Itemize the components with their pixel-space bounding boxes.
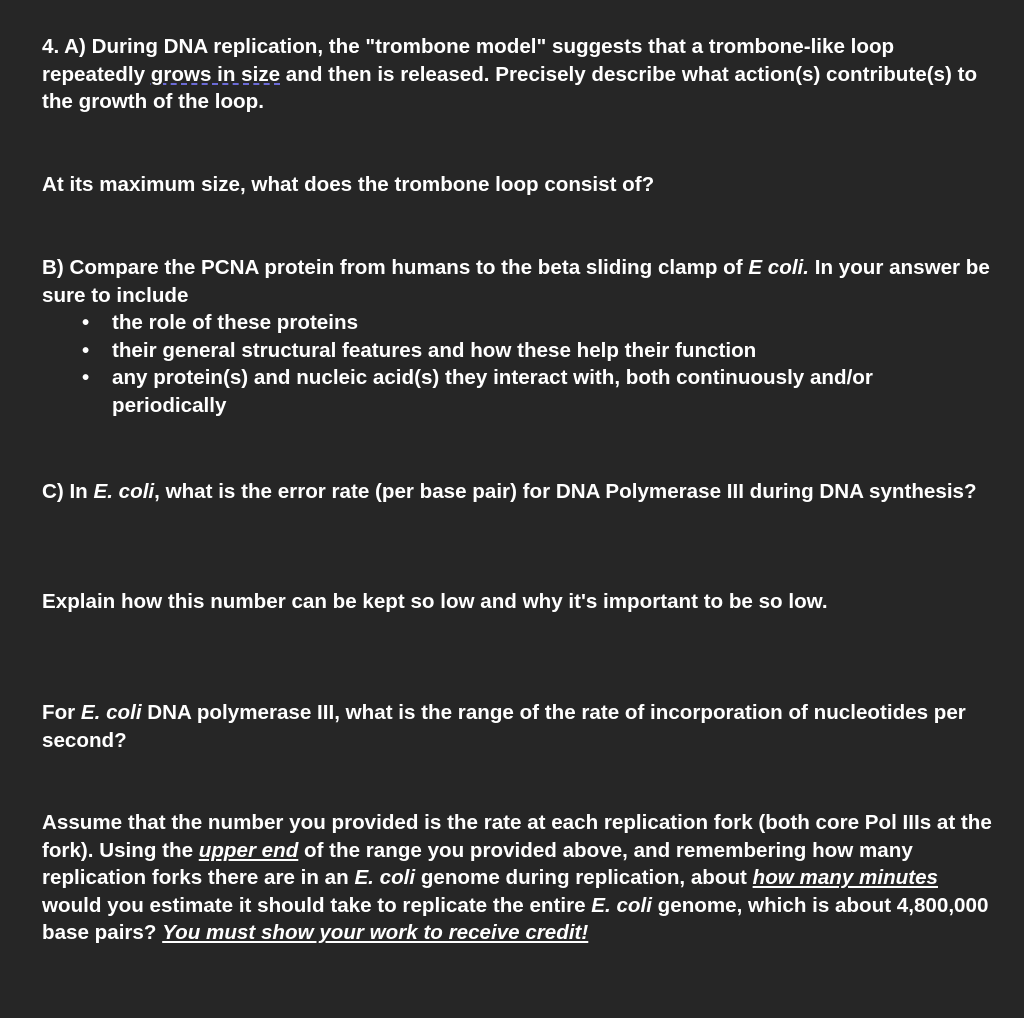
spelling-highlight: grows in size	[150, 62, 281, 86]
question-4a	[42, 33, 1002, 116]
question-4a-text: 4. A) During DNA replication, the "trombone model" suggests that a trombone-like loop repeatedly grows in size and then is released. Precisely describe what action(s) contribute(s) to the growth of the loop.	[42, 35, 978, 113]
question-4c	[42, 478, 1002, 506]
question-4b-text: B) Compare the PCNA protein from humans to the beta sliding clamp of E coli. In your answer be sure to include	[42, 256, 990, 307]
list-item: • their general structural features and how these help their function	[42, 337, 1002, 365]
bullet-icon: •	[82, 311, 90, 334]
upper-end-emphasis: upper end	[198, 838, 299, 862]
bullet-icon: •	[82, 338, 90, 362]
question-4a-max: At its maximum size, what does the trombone loop consist of?	[42, 173, 655, 196]
list-item: • the role of these proteins	[42, 309, 1002, 337]
show-work-emphasis: You must show your work to receive credit!	[162, 921, 589, 944]
bullet-icon: •	[82, 366, 90, 389]
how-many-minutes-emphasis: how many minutes	[752, 866, 938, 889]
question-4c-assume	[42, 809, 1002, 947]
question-4c-rate-text: For E. coli DNA polymerase III, what is the range of the rate of incorporation of nucleotides per second?	[42, 701, 966, 752]
bullet-list	[42, 309, 1002, 419]
question-4c-text: C) In E. coli, what is the error rate (per base pair) for DNA Polymerase III during DNA synthesis?	[42, 480, 977, 503]
list-item: • any protein(s) and nucleic acid(s) they interact with, both continuously and/or periodically	[82, 366, 873, 417]
question-4c-rate	[42, 699, 1002, 754]
question-4c-assume-text: Assume that the number you provided is the rate at each replication fork (both core Pol IIIs at the fork). Using the upper end of the range you provided above, and remembering how many replication forks there are in an E. coli genome during replication, about how many minutes would you estimate it should take to replicate the entire E. coli genome, which is about 4,800,000 base pairs? You must show your work to receive credit!	[42, 811, 992, 944]
question-4b	[42, 254, 1002, 419]
question-4c-explain: Explain how this number can be kept so low and why it's important to be so low.	[42, 590, 828, 613]
